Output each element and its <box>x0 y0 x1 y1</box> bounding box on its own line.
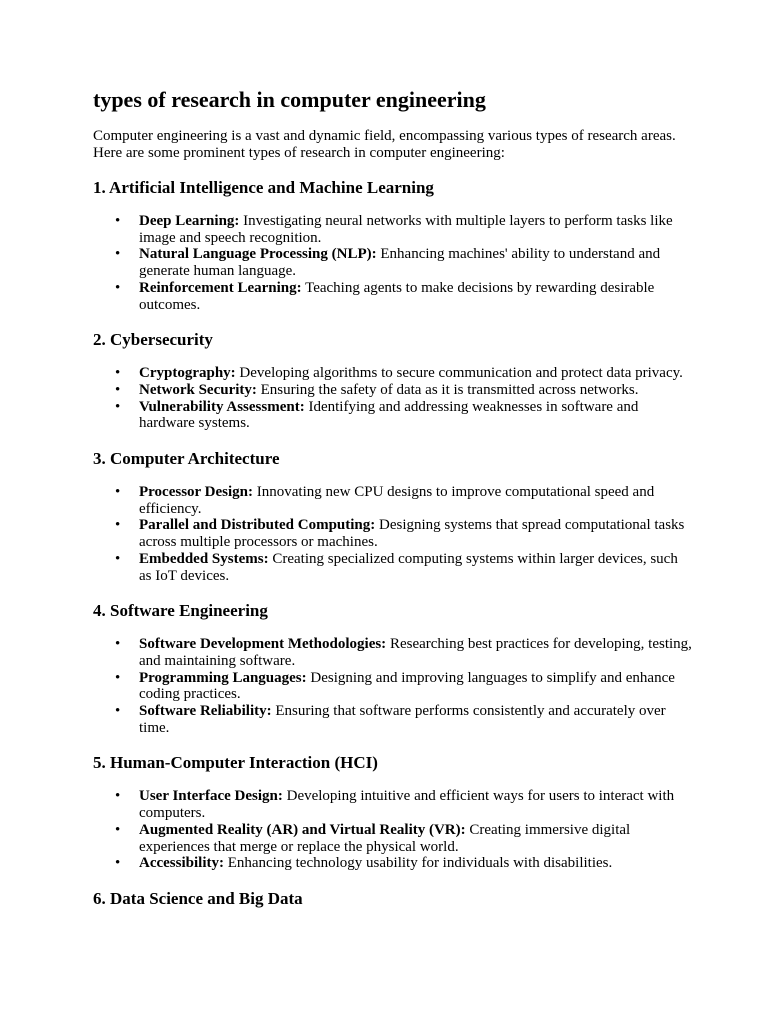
item-text: Researching best practices for developing, testing, and maintaining software. <box>139 636 692 669</box>
bullet-list <box>93 484 693 584</box>
list-item <box>115 517 693 551</box>
list-item <box>115 381 693 399</box>
item-text: Developing intuitive and efficient ways for users to interact with computers. <box>139 788 675 822</box>
item-term: Deep Learning: <box>139 213 240 229</box>
bullet-list <box>93 788 693 872</box>
item-text: Investigating neural networks with multiple layers to perform tasks like image and speech recognition. <box>139 213 673 246</box>
section-heading: 3. Computer Architecture <box>93 449 280 469</box>
item-term: Cryptography: <box>139 365 236 382</box>
section-heading: 4. Software Engineering <box>93 601 268 621</box>
list-item <box>115 484 693 517</box>
item-term: Augmented Reality (AR) and Virtual Reality (VR): <box>139 821 466 838</box>
bullet-icon: • <box>115 855 121 872</box>
bullet-icon: • <box>115 669 121 686</box>
list-item <box>115 669 693 703</box>
bullet-icon: • <box>115 246 121 263</box>
item-text: Ensuring that software performs consistently and accurately over time. <box>139 703 666 736</box>
bullet-list <box>93 213 693 313</box>
bullet-icon: • <box>115 636 121 653</box>
item-term: Software Reliability: <box>139 703 272 720</box>
item-text: Ensuring the safety of data as it is transmitted across networks. <box>256 381 639 398</box>
list-item <box>115 246 693 280</box>
item-term: User Interface Design: <box>139 788 283 805</box>
list-item <box>115 855 693 872</box>
item-text: Creating immersive digital experiences that merge or replace the physical world. <box>139 821 631 855</box>
bullet-icon: • <box>115 398 121 415</box>
bullet-icon: • <box>115 788 121 805</box>
section-data-science <box>93 889 693 909</box>
bullet-icon: • <box>115 279 121 296</box>
list-item <box>115 398 693 432</box>
item-term: Network Security: <box>139 381 257 398</box>
bullet-list <box>93 365 693 432</box>
list-item <box>115 636 693 669</box>
list-item <box>115 365 693 382</box>
section-heading: 1. Artificial Intelligence and Machine Learning <box>93 178 434 197</box>
item-text: Creating specialized computing systems within larger devices, such as IoT devices. <box>139 550 678 584</box>
item-text: Enhancing technology usability for individuals with disabilities. <box>223 855 613 872</box>
bullet-list <box>93 636 693 736</box>
section-ai-ml <box>93 178 693 313</box>
item-text: Enhancing machines' ability to understand and generate human language. <box>139 246 661 280</box>
section-heading: 2. Cybersecurity <box>93 330 213 350</box>
list-item <box>115 550 693 584</box>
bullet-icon: • <box>115 381 121 398</box>
page-title: types of research in computer engineering <box>93 87 486 112</box>
item-text: Identifying and addressing weaknesses in software and hardware systems. <box>139 398 639 432</box>
item-term: Parallel and Distributed Computing: <box>139 517 376 534</box>
item-term: Reinforcement Learning: <box>139 279 302 296</box>
bullet-icon: • <box>115 703 121 720</box>
list-item <box>115 788 693 822</box>
section-computer-architecture <box>93 449 693 584</box>
item-term: Embedded Systems: <box>139 550 269 567</box>
item-text: Designing and improving languages to simplify and enhance coding practices. <box>139 669 675 703</box>
bullet-icon: • <box>115 213 121 229</box>
section-hci <box>93 753 693 872</box>
bullet-icon: • <box>115 484 121 501</box>
section-heading: 5. Human-Computer Interaction (HCI) <box>93 753 378 773</box>
section-cybersecurity <box>93 330 693 432</box>
section-heading: 6. Data Science and Big Data <box>93 888 303 908</box>
list-item <box>115 213 693 246</box>
item-term: Natural Language Processing (NLP): <box>139 246 377 263</box>
item-text: Innovating new CPU designs to improve computational speed and efficiency. <box>139 484 655 517</box>
bullet-icon: • <box>115 365 121 382</box>
item-term: Vulnerability Assessment: <box>139 398 305 415</box>
item-text: Developing algorithms to secure communication and protect data privacy. <box>235 365 683 382</box>
item-term: Programming Languages: <box>139 669 307 686</box>
bullet-icon: • <box>115 517 121 534</box>
item-term: Processor Design: <box>139 484 254 501</box>
item-term: Software Development Methodologies: <box>139 636 387 653</box>
section-software-engineering <box>93 601 693 736</box>
bullet-icon: • <box>115 550 121 567</box>
list-item <box>115 821 693 855</box>
list-item <box>115 703 693 736</box>
item-text: Designing systems that spread computational tasks across multiple processors or machines. <box>139 517 685 551</box>
bullet-icon: • <box>115 821 121 838</box>
list-item <box>115 279 693 313</box>
item-term: Accessibility: <box>139 855 224 872</box>
item-text: Teaching agents to make decisions by rewarding desirable outcomes. <box>139 279 655 313</box>
document-page <box>93 84 693 924</box>
intro-paragraph: Computer engineering is a vast and dynamic field, encompassing various types of research areas. Here are some prominent types of research in computer engineering: <box>93 128 676 161</box>
